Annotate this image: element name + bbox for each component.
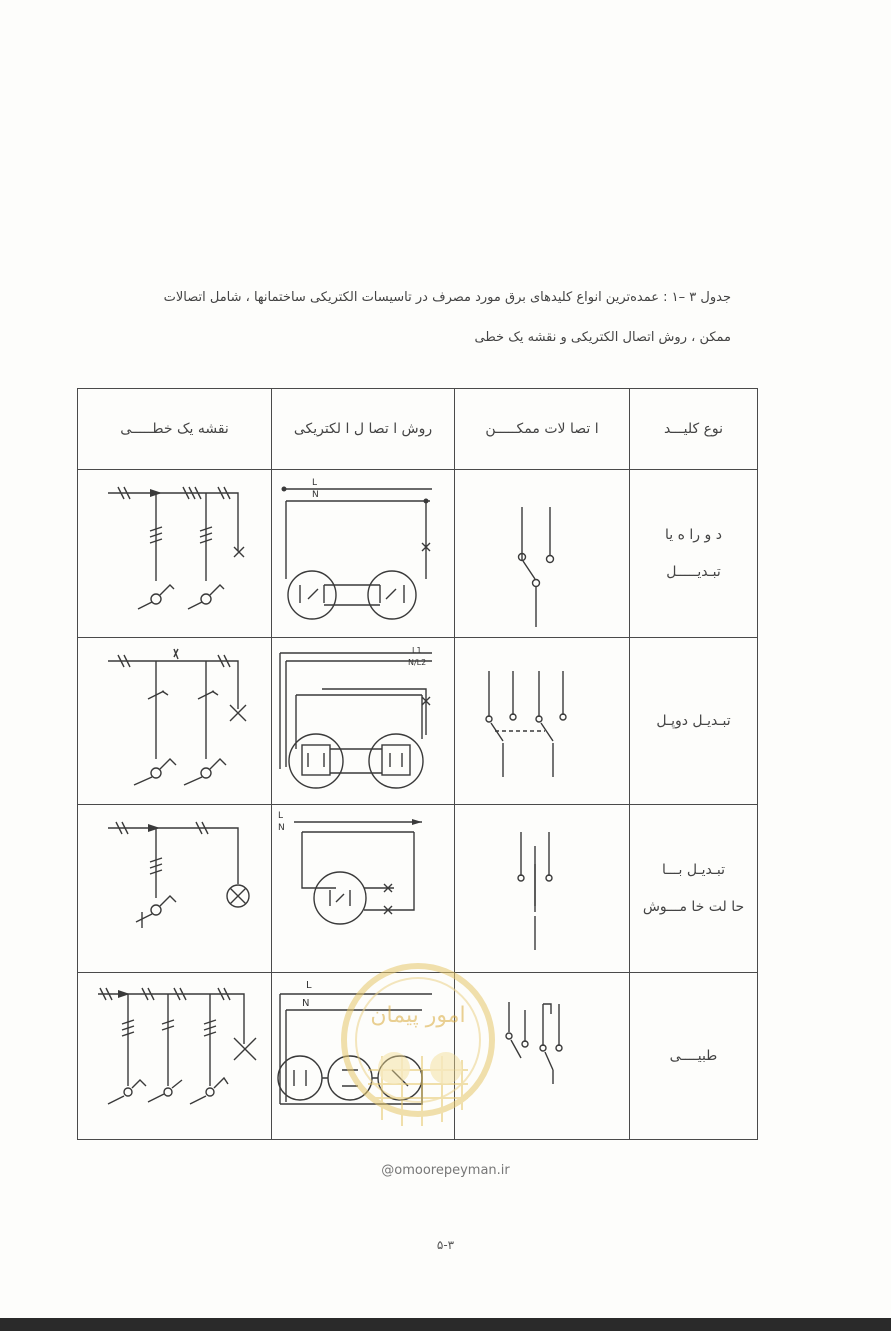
table-row	[78, 470, 758, 638]
type-label: تبـدیـل بـــا	[661, 862, 726, 879]
type-cell	[630, 973, 758, 1140]
header-wiring: روش ا تصا ل ا لکتریکی	[272, 389, 455, 470]
watermark-logo	[338, 960, 498, 1140]
wire-label-l: L	[312, 477, 318, 488]
single-line-diagram-cell	[78, 805, 272, 973]
wiring-diagram-cell	[272, 470, 455, 638]
scan-bottom-edge	[0, 1318, 891, 1331]
header-type: نوع کلیـــد	[630, 389, 758, 470]
table-caption-line2: ممکن ، روش اتصال الکتریکی و نقشه یک خطی	[474, 330, 731, 345]
wire-label-n: N	[278, 822, 285, 833]
type-cell	[630, 638, 758, 805]
table-row	[78, 805, 758, 973]
wiring-diagram-2	[272, 639, 454, 804]
wire-label-l: L	[306, 979, 312, 991]
wire-label-n: N	[312, 489, 319, 500]
type-cell	[630, 805, 758, 973]
single-line-diagram-cell	[78, 973, 272, 1140]
connections-diagram-1	[455, 471, 629, 637]
wiring-diagram-cell	[272, 638, 455, 805]
page-number: ۵-۳	[436, 1238, 455, 1252]
type-label: تبـدیـل دوپـل	[656, 712, 731, 729]
table-row	[78, 638, 758, 805]
connections-diagram-cell	[455, 470, 630, 638]
connections-diagram-2	[455, 639, 629, 804]
single-line-diagram-4	[78, 974, 271, 1139]
type-label: طبیــــی	[669, 1047, 718, 1064]
wire-label-n: N	[302, 997, 310, 1009]
connections-diagram-cell	[455, 805, 630, 973]
table-header-row	[78, 389, 758, 470]
single-line-diagram-1	[78, 471, 271, 637]
type-label: تبـدیـــــل	[666, 563, 721, 580]
table-caption-line1: جدول ۳ –۱ : عمده‌ترین انواع کلیدهای برق مورد مصرف در تاسیسات الکتریکی ساختمانها ، شامل اتصالات	[163, 290, 731, 305]
type-cell	[630, 470, 758, 638]
single-line-diagram-2	[78, 639, 271, 804]
single-line-diagram-cell	[78, 470, 272, 638]
connections-diagram-3	[455, 806, 629, 972]
single-line-diagram-3	[78, 806, 271, 972]
website-footer: @omoorepeyman.ir	[381, 1163, 510, 1178]
wiring-diagram-1	[272, 471, 454, 637]
wiring-diagram-3	[272, 806, 454, 972]
watermark-text: امور پیمان	[370, 1003, 466, 1028]
wire-label-nl2: N/L2	[408, 657, 427, 667]
wiring-diagram-cell	[272, 805, 455, 973]
connections-diagram-cell	[455, 638, 630, 805]
wire-label-l1: L1	[412, 645, 422, 655]
header-single-line: نقشه یک خطـــــی	[78, 389, 272, 470]
single-line-diagram-cell	[78, 638, 272, 805]
type-label: د و را ه یا	[665, 527, 722, 544]
header-connections: ا تصا لات ممکـــــن	[455, 389, 630, 470]
type-label: حا لت خا مـــوش	[642, 898, 745, 915]
wire-label-l: L	[278, 810, 284, 821]
